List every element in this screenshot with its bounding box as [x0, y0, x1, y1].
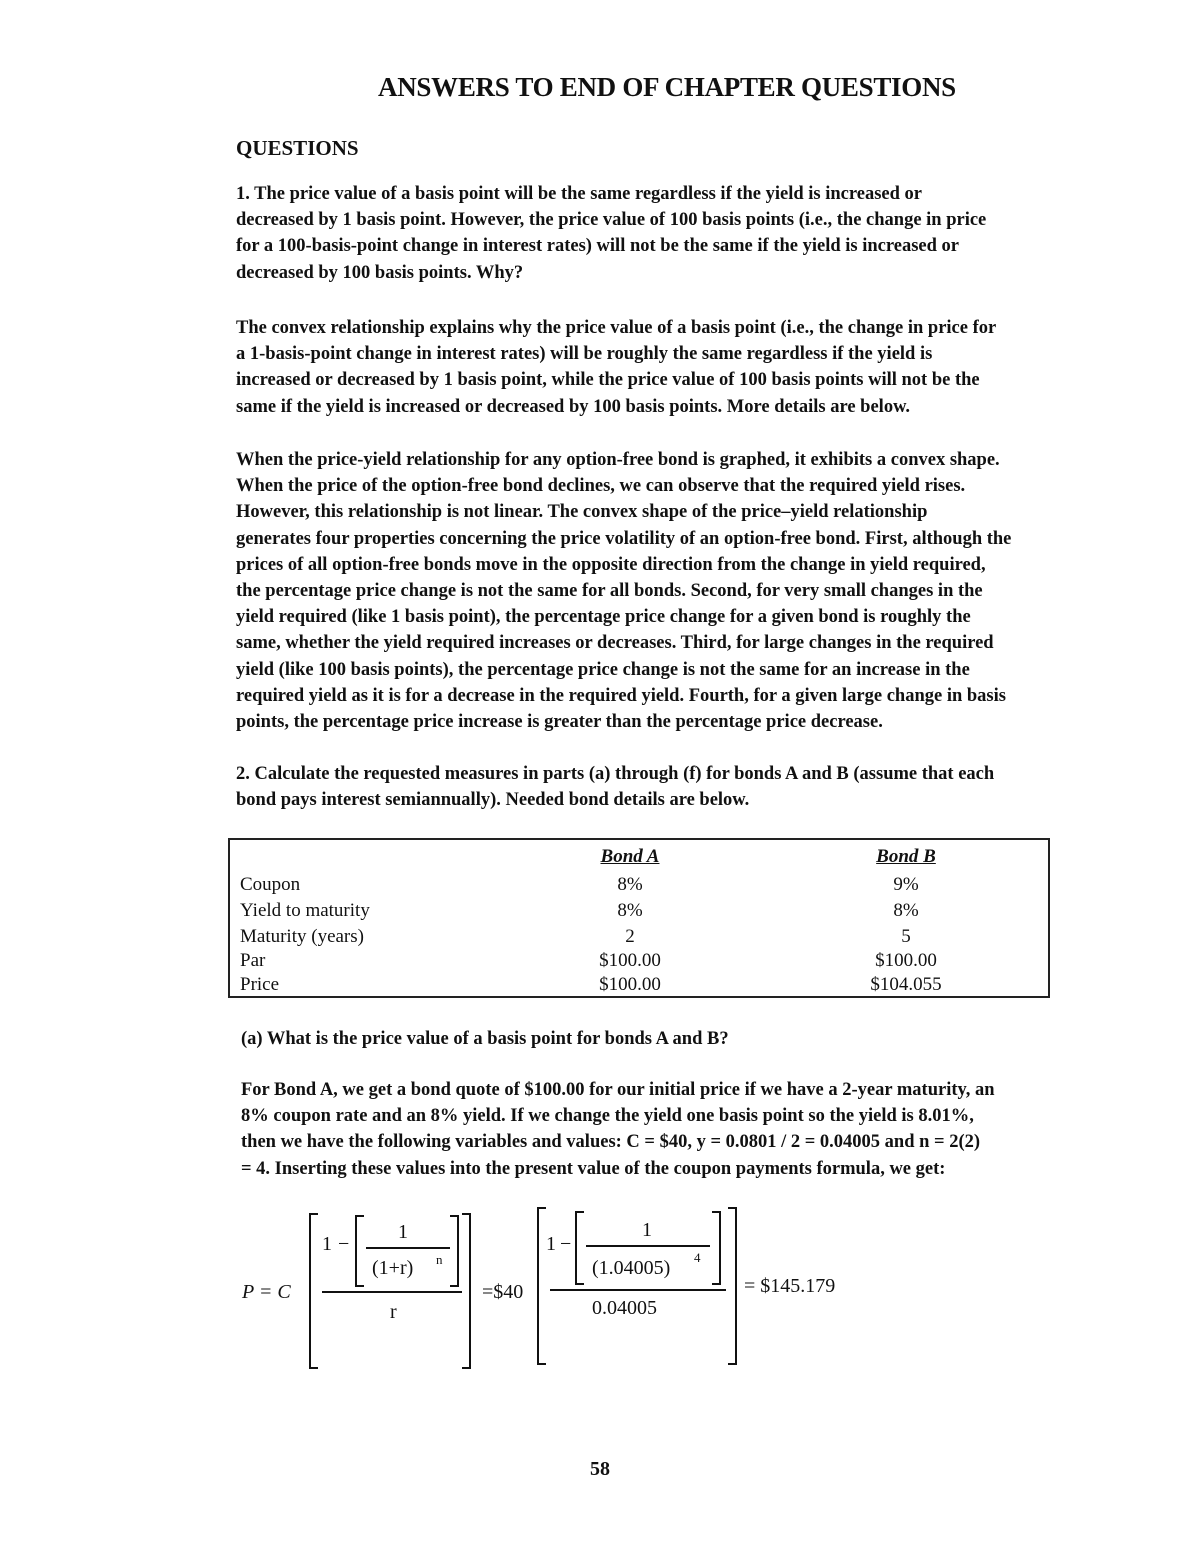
question-1 — [236, 181, 1136, 286]
row-label: Coupon — [240, 874, 301, 895]
page-number: 58 — [590, 1458, 610, 1480]
text-line: However, this relationship is not linear. The convex shape of the price–yield relationship — [236, 502, 928, 523]
right-bracket — [450, 1216, 458, 1286]
formula-coupon: =$40 — [482, 1281, 524, 1303]
formula-one: 1 — [546, 1233, 556, 1255]
text-line: increased or decreased by 1 basis point, while the price value of 100 basis points will not be the — [236, 370, 980, 391]
row-label: Price — [240, 974, 280, 995]
formula-one: 1 — [642, 1219, 652, 1241]
formula-minus: − — [338, 1233, 350, 1255]
formula-denominator: (1+r) — [372, 1257, 414, 1279]
left-bracket — [576, 1212, 584, 1284]
bond-b-value: 5 — [901, 926, 911, 947]
left-bracket — [356, 1216, 364, 1286]
text-line: then we have the following variables and values: C = $40, y = 0.0801 / 2 = 0.04005 and n = 2(2) — [241, 1132, 981, 1153]
text-line: a 1-basis-point change in interest rates) will be roughly the same regardless if the yield is — [236, 344, 933, 365]
row-label: Yield to maturity — [240, 900, 370, 921]
text-line: (a) What is the price value of a basis point for bonds A and B? — [241, 1029, 729, 1049]
part-a-answer — [241, 1077, 1141, 1182]
text-line: prices of all option-free bonds move in the opposite direction from the change in yield required, — [236, 554, 986, 575]
bond-b-value: $104.055 — [870, 974, 942, 995]
row-label: Maturity (years) — [240, 926, 364, 947]
text-line: 2. Calculate the requested measures in parts (a) through (f) for bonds A and B (assume that each — [236, 764, 995, 784]
text-line: = 4. Inserting these values into the present value of the coupon payments formula, we get: — [241, 1158, 946, 1179]
right-bracket — [712, 1212, 720, 1284]
text-line: the percentage price change is not the same for all bonds. Second, for very small changes in the — [236, 581, 983, 602]
text-line: decreased by 1 basis point. However, the price value of 100 basis points (i.e., the change in price — [236, 210, 987, 231]
text-line: for a 100-basis-point change in interest rates) will not be the same if the yield is increased or — [236, 236, 959, 257]
bond-b-value: $100.00 — [875, 950, 937, 971]
text-line: yield (like 100 basis points), the percentage price change is not the same for an increase in the — [236, 659, 970, 680]
table-row — [230, 926, 1048, 952]
formula-lhs: P = C — [242, 1281, 291, 1303]
formula-result: = $145.179 — [744, 1275, 836, 1297]
text-line: same if the yield is increased or decreased by 100 basis points. More details are below. — [236, 396, 911, 417]
formula-rate: r — [390, 1301, 397, 1323]
bond-b-value: 9% — [893, 874, 919, 895]
question-2 — [236, 761, 1136, 813]
formula-exponent: 4 — [694, 1250, 701, 1265]
bond-a-value: $100.00 — [599, 974, 661, 995]
text-line: yield required (like 1 basis point), the percentage price change for a given bond is roughly the — [236, 607, 971, 628]
text-line: 1. The price value of a basis point will be the same regardless if the yield is increased or — [236, 184, 923, 204]
bond-b-value: 8% — [893, 900, 919, 921]
formula-denominator: (1.04005) — [592, 1257, 671, 1279]
text-line: 8% coupon rate and an 8% yield. If we change the yield one basis point so the yield is 8.01%, — [241, 1106, 974, 1127]
table-row — [230, 974, 1048, 1000]
text-line: points, the percentage price increase is greater than the percentage price decrease. — [236, 712, 883, 733]
right-bracket — [728, 1208, 736, 1364]
page-title: ANSWERS TO END OF CHAPTER QUESTIONS — [378, 72, 956, 102]
column-header-bond-a: Bond A — [600, 846, 660, 867]
row-label: Par — [240, 950, 266, 971]
text-line: bond pays interest semiannually). Needed bond details are below. — [236, 790, 750, 811]
text-line: same, whether the yield required increases or decreases. Third, for large changes in the required — [236, 633, 994, 654]
answer-1-paragraph-1 — [236, 315, 1136, 420]
section-heading: QUESTIONS — [236, 136, 359, 160]
text-line: The convex relationship explains why the price value of a basis point (i.e., the change in price for — [236, 318, 997, 338]
text-line: generates four properties concerning the price volatility of an option-free bond. First, although the — [236, 528, 1012, 549]
part-a-question — [241, 1026, 1141, 1052]
text-line: decreased by 100 basis points. Why? — [236, 262, 524, 283]
bond-a-value: 8% — [617, 874, 643, 895]
formula-one: 1 — [322, 1233, 332, 1255]
right-bracket — [462, 1214, 470, 1368]
bond-a-value: $100.00 — [599, 950, 661, 971]
column-header-bond-b: Bond B — [876, 846, 936, 867]
formula-minus: − — [560, 1233, 572, 1255]
table-row — [230, 900, 1048, 926]
bond-details-table — [228, 838, 1050, 998]
bond-a-value: 8% — [617, 900, 643, 921]
formula-rate: 0.04005 — [592, 1297, 657, 1319]
text-line: For Bond A, we get a bond quote of $100.00 for our initial price if we have a 2-year maturity, an — [241, 1080, 995, 1100]
formula-one: 1 — [398, 1221, 408, 1243]
present-value-formula — [240, 1196, 880, 1376]
text-line: When the price-yield relationship for any option-free bond is graphed, it exhibits a convex shape. — [236, 450, 1000, 470]
bond-a-value: 2 — [625, 926, 635, 947]
left-bracket — [538, 1208, 546, 1364]
table-row — [230, 950, 1048, 976]
formula-exponent: n — [436, 1252, 443, 1267]
table-row — [230, 874, 1048, 900]
text-line: When the price of the option-free bond declines, we can observe that the required yield rises. — [236, 476, 966, 497]
formula-graphic — [240, 1196, 880, 1376]
answer-1-paragraph-2 — [236, 447, 1136, 735]
left-bracket — [310, 1214, 318, 1368]
text-line: required yield as it is for a decrease in the required yield. Fourth, for a given large change in basis — [236, 685, 1006, 706]
